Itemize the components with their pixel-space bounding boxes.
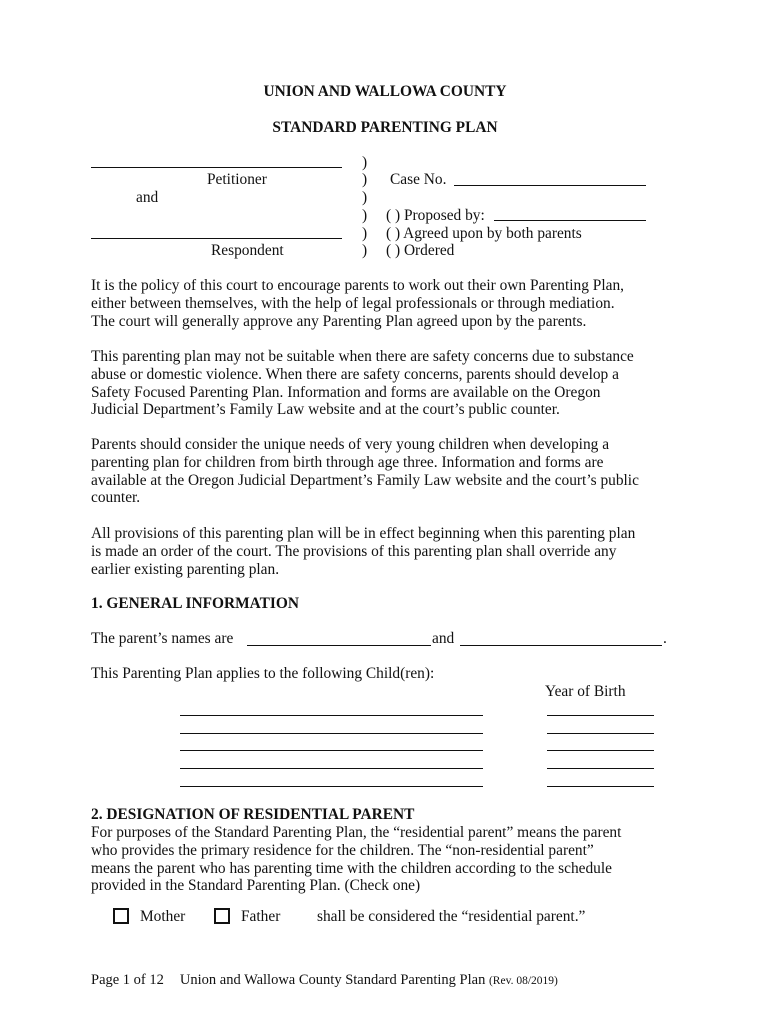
county-heading: UNION AND WALLOWA COUNTY — [263, 83, 507, 100]
and-label: and — [136, 189, 159, 206]
document-title: STANDARD PARENTING PLAN — [272, 119, 498, 136]
page-number: Page 1 of 12 — [91, 972, 164, 988]
page-footer — [91, 973, 558, 988]
residential-parent-definition: For purposes of the Standard Parenting Plan, the “residential parent” means the parent who provides the primary residence for the children. The “non-residential parent” means the parent who has parenting time with the children according to the schedule provided in the Standard Parenting Plan. (Check one) — [91, 824, 622, 895]
child-name-field[interactable] — [180, 750, 483, 751]
child-birth-year-field[interactable] — [547, 768, 654, 769]
parent-names-and: and — [432, 630, 455, 647]
agreed-by-both-option[interactable]: ( ) Agreed upon by both parents — [386, 225, 582, 242]
child-birth-year-field[interactable] — [547, 715, 654, 716]
child-name-field[interactable] — [180, 768, 483, 769]
section-2-heading: 2. DESIGNATION OF RESIDENTIAL PARENT — [91, 806, 415, 823]
petitioner-label: Petitioner — [207, 171, 267, 188]
child-name-field[interactable] — [180, 715, 483, 716]
caption-paren: ) — [362, 189, 368, 206]
case-no-label: Case No. — [390, 171, 447, 188]
caption-paren: ) — [362, 225, 368, 242]
intro-paragraph-4: All provisions of this parenting plan will be in effect beginning when this parenting plan is made an order of the court. The provisions of this parenting plan shall override any earlier existing parenting plan. — [91, 525, 636, 578]
intro-paragraph-3: Parents should consider the unique needs of very young children when developing a parenting plan for children from birth through age three. Information and forms are available at the Oregon Judicial Department’s Family Law website and the court’s public counter. — [91, 436, 639, 507]
revision-date: (Rev. 08/2019) — [488, 975, 558, 987]
parent-names-label: The parent’s names are — [91, 630, 234, 647]
father-checkbox[interactable] — [214, 908, 230, 924]
father-label: Father — [241, 908, 281, 925]
proposed-by-option[interactable]: ( ) Proposed by: — [386, 207, 485, 224]
caption-paren: ) — [362, 242, 368, 259]
respondent-name-field[interactable] — [91, 238, 342, 239]
case-no-field[interactable] — [454, 185, 646, 186]
respondent-label: Respondent — [211, 242, 284, 259]
caption-paren: ) — [362, 171, 368, 188]
child-name-field[interactable] — [180, 733, 483, 734]
caption-paren: ) — [362, 207, 368, 224]
mother-label: Mother — [140, 908, 186, 925]
proposed-by-field[interactable] — [494, 220, 646, 221]
parent-names-period: . — [663, 630, 667, 647]
year-of-birth-header: Year of Birth — [545, 683, 626, 700]
parent-2-name-field[interactable] — [460, 645, 662, 646]
ordered-option[interactable]: ( ) Ordered — [386, 242, 455, 259]
parent-1-name-field[interactable] — [247, 645, 431, 646]
intro-paragraph-1: It is the policy of this court to encourage parents to work out their own Parenting Plan, either between themselves, with the help of legal professionals or through mediation. The court will generally approve any Parenting Plan agreed upon by the parents. — [91, 277, 624, 330]
section-1-heading: 1. GENERAL INFORMATION — [91, 595, 299, 612]
child-birth-year-field[interactable] — [547, 786, 654, 787]
child-birth-year-field[interactable] — [547, 750, 654, 751]
footer-doc-title: Union and Wallowa County Standard Parenting Plan — [179, 972, 486, 988]
children-label: This Parenting Plan applies to the following Child(ren): — [91, 665, 435, 682]
residential-parent-suffix: shall be considered the “residential parent.” — [317, 908, 586, 925]
caption-paren: ) — [362, 154, 368, 171]
child-birth-year-field[interactable] — [547, 733, 654, 734]
intro-paragraph-2: This parenting plan may not be suitable when there are safety concerns due to substance abuse or domestic violence. When there are safety concerns, parents should develop a Safety Focused Parenting Plan. Information and forms are available on the Oregon Judicial Department’s Family Law website and at the court’s public counter. — [91, 348, 634, 419]
mother-checkbox[interactable] — [113, 908, 129, 924]
child-name-field[interactable] — [180, 786, 483, 787]
petitioner-name-field[interactable] — [91, 167, 342, 168]
